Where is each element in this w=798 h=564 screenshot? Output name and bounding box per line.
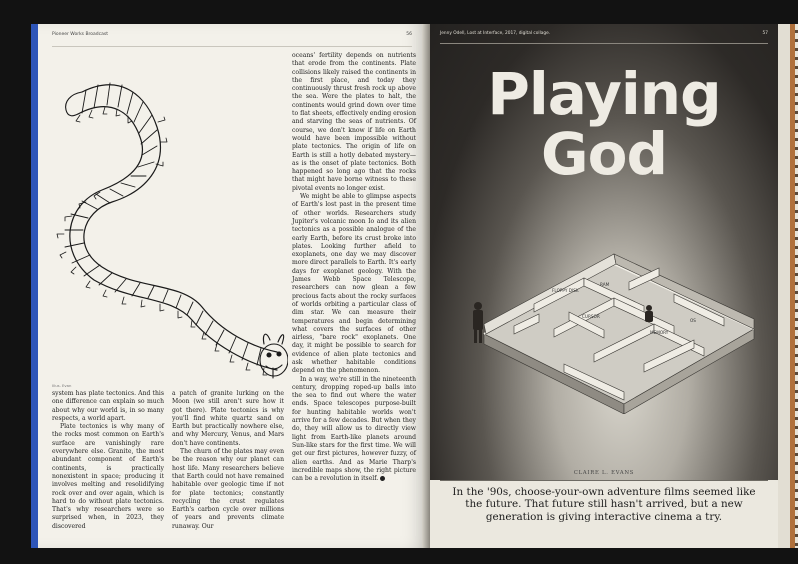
left-page xyxy=(38,24,430,548)
maze-label: OS xyxy=(690,318,696,323)
deck-rule xyxy=(440,480,768,481)
maze-label: CURSOR xyxy=(582,314,600,319)
body-column-c xyxy=(292,52,416,483)
left-running-head-title: Pioneer Works Broadcast xyxy=(52,32,109,37)
right-header-rule xyxy=(440,43,768,44)
article-title-line-1: Playing xyxy=(487,60,721,128)
paragraph-final xyxy=(292,376,416,484)
right-page-number: 57 xyxy=(762,31,768,36)
maze-label: MEMORY xyxy=(650,330,669,335)
image-credit: Jenny Odell, Lost at Interface, 2017, digital collage. xyxy=(440,31,551,36)
paragraph: a patch of granite lurking on the Moon (we still aren't sure how it got there). Plate tectonics is why you'll find white quartz sand on Earth but practically nowhere else, and why Mercury, Venus, and Mars don't have continents. xyxy=(172,390,284,447)
left-page-number: 56 xyxy=(406,32,412,37)
illustration-caption: Illus. Evan xyxy=(52,383,72,388)
magazine-spread xyxy=(26,18,786,548)
paragraph: The churn of the plates may even be the reason why our planet can host life. Many researchers believe that Earth could not have remained habitable over geologic time if not for plate tectonics; constantly recycling the crust regulates Earth's carbon cycle over millions of years and prevents climate runaway. Our xyxy=(172,448,284,530)
article-title-line-2: God xyxy=(541,120,667,188)
page-edge-stack xyxy=(778,24,790,548)
right-page xyxy=(430,24,778,548)
paragraph: Plate tectonics is why many of the rocks most common on Earth's surface are vanishingly rare everywhere else. Granite, the most abundant component of Earth's continents, is practically nonexistent in space; producing it involves melting and resolidifying rock over and over again, which is hard to do without plate tectonics. That's why researchers were so surprised when, in 2023, they discovered xyxy=(52,423,164,530)
maze-collage-image xyxy=(444,234,764,414)
caterpillar-illustration xyxy=(52,52,288,382)
maze-label: RAM xyxy=(600,282,610,287)
paragraph: oceans' fertility depends on nutrients that erode from the continents. Plate collisions likely raised the continents in the first place, and today they continuously thrust fresh rock up above the sea. Were the plates to halt, the continents would grind down over time to flat sheets, effectively ending erosion and starving the seas of nutrients. Of course, we don't know if life on Earth would have been impossible without plate tectonics. The origin of life on Earth is still a hotly debated mystery—as is the onset of plate tectonics. Both happened so long ago that the rocks that might have borne witness to these pivotal events no longer exist. xyxy=(292,52,416,192)
paragraph: We might be able to glimpse aspects of Earth's lost past in the present time of other worlds. Researchers study Jupiter's volcanic moon Io and its alien tectonics as a possible analogue of the early Earth, before its crust broke into plates. Looking further afield to exoplanets, one day we may discover more direct parallels to Earth. It's early days for exoplanet geology. With the James Webb Space Telescope, researchers can now glean a few precious facts about the rocky surfaces of worlds orbiting a particular class of dim star. We can measure their temperatures and begin determining what covers the surfaces of other airless, "bare rock" exoplanets. One day, it might be possible to search for evidence of alien plate tectonics and ask whether habitable conditions depend on the phenomenon. xyxy=(292,193,416,375)
article-deck: In the '90s, choose-your-own adventure films seemed like the future. That future still hasn't arrived, but a new generation is giving interactive cinema a try. xyxy=(452,486,756,523)
page-edges xyxy=(778,24,798,548)
left-page-edge-accent xyxy=(31,24,38,548)
body-column-a xyxy=(52,390,164,531)
end-mark-icon xyxy=(380,476,385,481)
right-running-head xyxy=(440,31,768,36)
left-running-head xyxy=(52,32,412,37)
maze-label: FLOPPY DISK xyxy=(552,288,579,293)
left-header-rule xyxy=(52,46,412,47)
paragraph-final-text: In a way, we're still in the nineteenth century, dropping roped-up balls into the sea to find out where the water ends. Space telescopes purpose-built for hunting habitable worlds won't arrive for a few decades. But when they do, they will allow us to directly view light from Earth-like planets around Sun-like stars for the first time. We will get our first pictures, however fuzzy, of alien earths. And as Marie Tharp's incredible maps show, the right picture can be a revolution in itself. xyxy=(292,375,416,483)
paragraph: system has plate tectonics. And this one difference can explain so much about why our world is, in so many respects, a world apart. xyxy=(52,390,164,422)
byline: CLAIRE L. EVANS xyxy=(573,470,635,476)
body-column-b xyxy=(172,390,284,531)
